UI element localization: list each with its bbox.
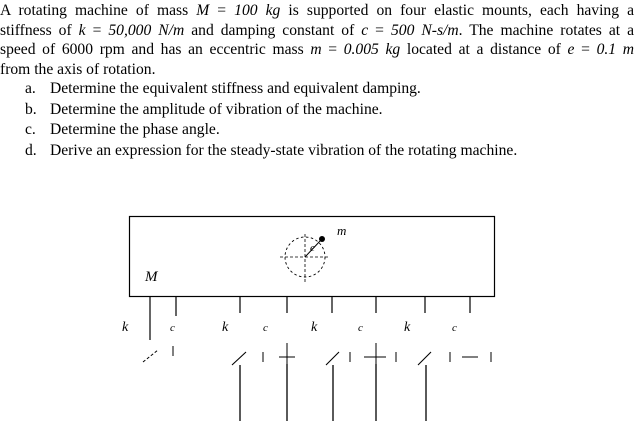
damper-label: c — [358, 322, 363, 334]
spring-label: k — [311, 320, 318, 335]
question-marker: c. — [25, 121, 36, 139]
value-damping: 500 N-s/m — [390, 21, 459, 39]
question-text: Determine the phase angle. — [50, 121, 220, 139]
spring-label: k — [122, 320, 129, 335]
eccentric-mass-label: m — [337, 223, 347, 238]
problem-line-3: speed of 6000 rpm and has an eccentric mass m = 0.005 kg located at a distance of e = 0.1 m — [0, 41, 635, 59]
mount-2 — [222, 297, 295, 421]
question-text: Determine the equivalent stiffness and equivalent damping. — [50, 80, 421, 98]
problem-line-1: A rotating machine of mass M = 100 kg is supported on four elastic mounts, each having a — [0, 2, 634, 19]
value-eccentric-mass: 0.005 kg — [343, 41, 401, 59]
mount-1 — [122, 297, 176, 362]
spring-label: k — [404, 320, 411, 335]
damper-label: c — [263, 322, 268, 334]
damper-label: c — [170, 322, 175, 334]
var-e: e — [567, 41, 575, 59]
spring-coil — [143, 350, 158, 362]
value-eccentricity: 0.1 m — [596, 41, 635, 59]
question-marker: a. — [25, 80, 36, 98]
spring-coil — [232, 352, 246, 365]
machine-mass-label: M — [145, 269, 158, 285]
spring-coil — [326, 352, 339, 365]
question-text: Derive an expression for the steady-state vibration of the rotating machine. — [50, 141, 518, 159]
eccentricity-label: e — [310, 242, 315, 254]
var-m: m — [310, 41, 322, 59]
spring-coil — [418, 352, 431, 365]
question-marker: b. — [25, 100, 37, 118]
value-mass: 100 kg — [234, 2, 281, 19]
spring-label: k — [222, 320, 229, 335]
var-c: c — [361, 21, 369, 39]
question-text: Determine the amplitude of vibration of the machine. — [50, 100, 383, 118]
var-k: k — [78, 21, 86, 39]
value-stiffness: 50,000 N/m — [108, 21, 185, 39]
rotor — [280, 223, 346, 282]
machine-body — [130, 217, 495, 297]
mount-4 — [404, 297, 491, 421]
eccentric-mass-dot — [319, 236, 325, 242]
var-M: M — [196, 2, 210, 19]
damper-label: c — [452, 322, 457, 334]
problem-line-4: from the axis of rotation. — [0, 60, 156, 78]
mount-3 — [311, 297, 396, 421]
question-marker: d. — [25, 141, 37, 159]
problem-line-2: stiffness of k = 50,000 N/m and damping constant of c = 500 N-s/m. The machine rotates at a — [0, 21, 634, 39]
